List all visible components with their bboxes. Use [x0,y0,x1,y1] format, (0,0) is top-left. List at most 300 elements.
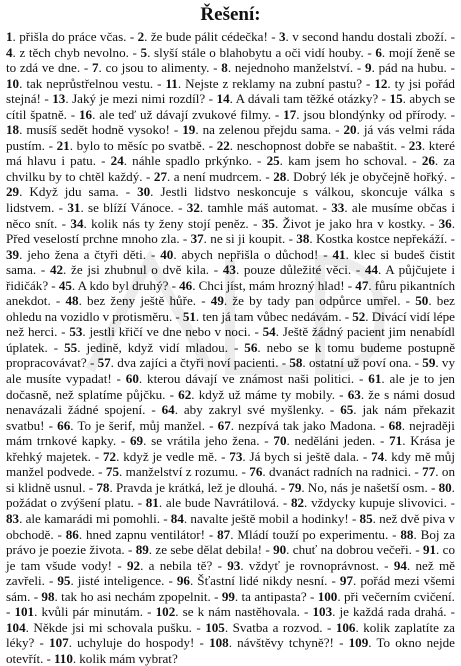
answer-text: on si klidně usnul. [6,464,455,495]
answer-text: jedině, když vidí mladou. [86,339,228,355]
answer-item: 103. je každá rada drahá. [312,604,447,620]
answer-number: 107 [49,635,69,651]
answer-number: 79 [288,479,302,495]
answer-text: musíš sedět hodně vysoko! [26,122,170,138]
page-title: Řešení: [200,4,261,25]
answer-number: 8 [221,60,228,76]
answer-item: 37. ne si ji koupit. [190,231,286,247]
answer-item: 110. kolik mám vybrat? [53,650,178,666]
answer-text: jestli křičí ve dne nebo v noci. [89,324,251,340]
answer-text: Kostka kostce nepřekáží. [315,231,448,247]
answer-number: 64 [161,402,175,418]
answer-item: 107. uchyluje do hospody! [49,635,195,651]
answer-item: 38. Kostka kostce nepřekáží. [296,231,448,247]
answer-item: 13. Jaký je mezi nimi rozdíl? [52,91,206,107]
answer-item: 73. Já bych si ještě dala. [229,448,360,464]
answer-number: 12 [374,75,388,91]
answer-text: Jaký je mezi nimi rozdíl? [72,91,206,107]
answer-item: 23. které má hlavu i patu. [6,137,455,169]
answer-number: 94 [393,557,407,573]
answer-text: Já bych si ještě dala. [249,448,360,464]
answer-item: 64. aby zakryl své myšlenky. [161,402,325,418]
answer-text: vždycky kupuje slivovici. [311,495,447,511]
answer-item: 90. chuť na dobrou večeři. [273,542,412,558]
answer-item: 82. vždycky kupuje slivovici. [290,495,447,511]
answer-item: 70. neděláni jeden. [273,433,376,449]
answer-text: vy ale musíte vypadat! [6,355,455,387]
answer-number: 110 [53,650,73,666]
answer-item: 94. než mě zavřeli. [6,557,455,589]
answer-number: 68 [388,417,402,433]
answer-number: 25 [266,153,280,169]
answer-text: jak nám překazit svatbu! [6,402,455,433]
answer-item: 91. co je tam všude vody! [6,542,456,573]
answer-text: co jsou to alimenty. [105,60,210,76]
answer-text: návštěvy tchyně?! [237,635,334,651]
answer-text: A půjčujete i řidičák? [6,262,456,293]
answer-number: 43 [222,262,236,278]
answer-text: kolik zaplatíte za léky? [6,619,455,651]
answer-text: jeho žena a čtyři děti. [27,246,147,262]
answer-item: 96. Šťastní lidé nikdy nesní. [176,573,328,589]
answer-text: ze sebe dělat debila! [155,542,263,558]
answer-number: 80 [438,479,452,495]
answer-item: 28. Dobrý lék je obyčejně hořký. [273,168,448,184]
answer-text: nejraději mám trnkové kapky. [6,417,455,449]
answer-text: navalte ještě mobil a hodinky! [190,510,349,526]
answer-number: 42 [49,262,64,278]
answer-item: 58. ostatní už poví ona. [289,355,412,371]
answer-text: když už máme ty mobily. [198,386,335,402]
answer-item: 72. když je vedle mě. [102,448,218,464]
answer-text: já vás velmi ráda pustím. [6,122,455,153]
answer-item: 102. se k nám nastěhovala. [155,604,300,620]
answer-item: 77. on si klidně usnul. [6,464,455,495]
answer-item: 95. jisté inteligence. [57,573,165,589]
answer-item: 53. jestli křičí ve dne nebo v noci. [69,324,251,340]
answer-item: 63. že s námi dosud nenavázali žádné spojení. [6,386,456,418]
answer-item: 59. vy ale musíte vypadat! [6,355,455,387]
answer-number: 83 [6,510,20,526]
answer-text: To je šerif, můj manžel. [77,417,206,433]
answer-number: 84 [170,510,184,526]
answer-number: 19 [182,122,196,138]
answer-number: 15 [389,91,403,107]
answer-text: ale teď už dávají zvukové filmy. [99,106,272,122]
answer-text: než mě zavřeli. [6,557,455,589]
answer-item: 109. To okno nejde otevřít. [6,635,455,666]
answer-item: 79. No, nás je našetší osm. [288,479,428,495]
answer-number: 86 [65,526,79,542]
answer-text: tak neprůstřelnou vestu. [26,75,154,91]
answer-number: 103 [312,604,333,620]
answer-item: 78. Pravda je krátká, lež je dlouhá. [96,479,278,495]
answer-item: 35. Život je jako hra v kostky. [261,215,426,231]
answer-item: 101. kvůli pár minutám. [14,604,144,620]
answer-number: 49 [210,293,224,309]
answer-number: 31 [67,200,81,216]
answer-number: 106 [335,619,356,635]
answer-text: neděláni jeden. [294,433,376,449]
answer-number: 85 [359,510,373,526]
answer-item: 68. nejraději mám trnkové kapky. [6,417,455,449]
answer-number: 76 [249,464,263,480]
answer-number: 11 [165,75,178,91]
answer-number: 81 [145,495,159,511]
answer-item: 97. pořád mezi všemi sám. [6,573,455,604]
answer-number: 40 [160,246,174,262]
answer-number: 78 [96,479,110,495]
answer-text: jsou blondýnky od přírody. [303,106,447,122]
answer-text: nezpívá tak jako Madona. [238,417,377,433]
answer-number: 39 [6,246,20,262]
answer-text: že s námi dosud nenavázali žádné spojení. [6,386,456,418]
answer-number: 105 [205,619,225,635]
answer-item: 81. ale bude Navrátilová. [145,495,280,511]
answer-text: ty jsi pořád stejná! [6,75,455,107]
answer-item: 86. hned zapnu ventilátor! [65,526,205,542]
answer-item: 69. se vrátila jeho žena. [129,433,260,449]
answer-text: tamhle máš automat. [207,200,319,216]
answer-item: 56. nebo se k tomu budeme postupně propracovávat? [6,339,456,371]
answer-number: 48 [65,293,79,309]
answer-item: 5. slyší stále o blahobytu a oči vidí houby. [140,44,364,60]
answer-item: 50. bez ohledu na vozidlo v protisměru. [6,293,455,324]
answer-text: Divácí vidí lépe než herci. [6,308,455,340]
answer-item: 39. jeho žena a čtyři děti. [6,246,147,262]
answer-number: 26 [421,153,435,169]
answer-text: pád na hubu. [378,60,447,76]
answer-number: 59 [422,355,436,371]
answer-text: A dávali tam těžké otázky? [235,91,379,107]
answer-item: 55. jedině, když vidí mladou. [64,339,228,355]
answer-number: 13 [52,91,66,107]
answer-item: 105. Svatba a rozvod. [205,619,323,635]
answer-item: 8. nejednoho manželství. [221,60,354,76]
answer-number: 108 [209,635,229,651]
answer-item: 57. dva zajíci a čtyři noví pacienti. [97,355,279,371]
answer-item: 15. abych se cítil špatně. [6,91,456,122]
answer-item: 2. že bude pálit cédečka! [137,29,268,44]
answer-item: 4. z těch chyb nevolno. [6,44,129,60]
answer-text: Dobrý lék je obyčejně hořký. [293,168,448,184]
answer-text: kvůli pár minutám. [41,604,144,620]
answer-text: tak ho asi nechám zpopelnit. [61,588,211,604]
answer-number: 33 [331,200,345,216]
answer-text: kdy mě můj manžel podvede. [6,448,455,480]
answer-text: se vrátila jeho žena. [151,433,260,449]
answer-item: 51. ten já tam vůbec nedávám. [182,308,342,324]
answer-item: 49. že by tady pan odpůrce umřel. [210,293,401,309]
answer-number: 23 [408,137,422,153]
answer-text: Ještě žádný pacient jim nenabídl úplatek. [6,324,455,355]
answer-item: 43. pouze důležité věci. [222,262,352,278]
answer-text: klec si budeš čistit sama. [6,246,455,278]
answer-item: 61. ale je to jen dočasně, než splatíme půjčku. [6,371,455,402]
answer-text: když je vedle mě. [123,448,218,464]
answer-number: 41 [332,246,346,262]
answer-text: Před veselostí prchne mnoho zla. [6,231,180,247]
answer-item: 84. navalte ještě mobil a hodinky! [170,510,349,526]
answer-text: než dvě piva v obchodě. [6,510,455,542]
answer-text: při večerním cvičení. [343,588,455,604]
answer-number: 56 [244,339,258,355]
answer-number: 16 [78,106,93,122]
answer-item: 45. A kdo byl druhý? [58,277,169,293]
answer-number: 102 [155,604,176,620]
answer-text: kam jsem ho schoval. [288,153,408,169]
answer-item: 20. já vás velmi ráda pustím. [6,122,455,153]
answer-item: 54. Ještě žádný pacient jim nenabídl úplatek. [6,324,455,355]
answer-number: 50 [415,293,429,309]
answer-item: 7. co jsou to alimenty. [92,60,210,76]
answer-number: 29 [6,184,20,200]
answer-number: 99 [221,588,235,604]
answer-item: 6. mojí ženě se to zdá ve dne. [6,44,456,76]
answer-text: To okno nejde otevřít. [6,635,455,666]
answer-item: 47. fůru pikantních anekdot. [6,277,456,309]
answer-number: 1 [6,29,13,44]
answer-text: kolik mám vybrat? [79,650,178,666]
answer-number: 88 [400,526,414,542]
answer-number: 14 [216,91,230,107]
answer-number: 91 [422,542,437,558]
answer-item: 62. když už máme ty mobily. [178,386,335,402]
answer-number: 73 [229,448,243,464]
answer-text: Nejste z reklamy na zubní pastu? [185,75,363,91]
answer-item: 36. Před veselostí prchne mnoho zla. [6,215,455,247]
answer-text: Šťastní lidé nikdy nesní. [197,573,328,589]
answer-item: 25. kam jsem ho schoval. [266,153,408,169]
answer-text: neschopnost dobře se nabaštit. [236,137,398,153]
answer-number: 70 [273,433,287,449]
answer-text: co je tam všude vody! [6,542,456,573]
answer-text: bez ženy ještě hůře. [87,293,197,309]
answer-text: ale musíme občas i něco snít. [6,200,455,231]
answer-text: Svatba a rozvod. [232,619,323,635]
answer-number: 55 [64,339,78,355]
answer-text: ta antipasta? [241,588,307,604]
answer-text: jisté inteligence. [77,573,165,589]
answer-item: 10. tak neprůstřelnou vestu. [6,75,154,91]
answer-item: 22. neschopnost dobře se nabaštit. [216,137,398,153]
answer-number: 96 [176,573,190,589]
answer-number: 66 [57,417,71,433]
answer-number: 75 [105,464,119,480]
answer-text: že jsi zhubnul o dvě kila. [71,262,210,278]
answer-item: 19. na zelenou přejdu sama. [182,122,332,138]
answer-text: abych nepřišla o důchod! [181,246,319,262]
answer-item: 75. manželství z rozumu. [105,464,239,480]
answer-text: abych se cítil špatně. [6,91,456,122]
answer-item: 21. bylo to měsíc po svatbě. [56,137,206,153]
answer-text: ten já tam vůbec nedávám. [202,308,342,324]
answer-item: 104. Někde jsi mi schovala pušku. [6,619,192,635]
answer-text: nejednoho manželství. [234,60,354,76]
answer-number: 22 [216,137,230,153]
answer-text: No, nás je našetší osm. [307,479,428,495]
answer-text: uchyluje do hospody! [77,635,195,651]
answer-text: ale bude Navrátilová. [165,495,280,511]
answer-number: 46 [179,277,193,293]
answer-text: ne si ji koupit. [210,231,286,247]
answer-item: 29. Když jdu sama. [6,184,119,200]
answer-number: 51 [182,308,196,324]
answer-text: Život je jako hra v kostky. [282,215,426,231]
answer-text: dva zajíci a čtyři noví pacienti. [117,355,279,371]
answer-number: 53 [69,324,83,340]
answer-item: 67. nezpívá tak jako Madona. [217,417,377,433]
answer-text: požádat o zvýšení platu. [6,495,134,511]
answer-item: 18. musíš sedět hodně vysoko! [6,122,170,138]
answer-number: 104 [6,619,26,635]
answer-number: 27 [153,168,168,184]
answer-number: 7 [92,60,99,76]
answer-number: 28 [273,168,287,184]
answer-text: Chci jíst, mám hrozný hlad! [198,277,345,293]
answer-item: 87. Mládí touží po experimentu. [217,526,389,542]
answer-text: že bude pálit cédečka! [150,29,268,44]
answer-text: fůru pikantních anekdot. [6,277,456,309]
answer-item: 88. Boj za právo je poezie života. [6,526,456,558]
answer-number: 54 [262,324,276,340]
answer-number: 90 [273,542,287,558]
answer-item: 83. ale kamarádi mi pomohli. [6,510,160,526]
answer-item: 106. kolik zaplatíte za léky? [6,619,455,651]
answer-item: 9. pád na hubu. [365,60,447,76]
answer-text: pouze důležité věci. [243,262,352,278]
answer-number: 82 [290,495,305,511]
answer-number: 2 [137,29,145,44]
answer-number: 52 [352,308,366,324]
answer-text: v second handu dostali zboží. [292,29,448,44]
answer-item: 30. Jestli lidstvo neskoncuje s válkou, skoncuje válka s lidstvem. [6,184,456,216]
answer-text: dvanáct radních na radnici. [269,464,412,480]
answer-number: 63 [347,386,361,402]
answer-item: 98. tak ho asi nechám zpopelnit. [41,588,211,604]
answer-item: 33. ale musíme občas i něco snít. [6,200,455,231]
answer-number: 89 [135,542,149,558]
answer-item: 44. A půjčujete i řidičák? [6,262,456,293]
answer-text: pořád mezi všemi sám. [6,573,455,604]
answer-text: A kdo byl druhý? [77,277,169,293]
answer-item: 34. kolik nás ty ženy stojí peněz. [70,215,249,231]
answer-number: 4 [6,44,13,60]
answer-item: 17. jsou blondýnky od přírody. [283,106,447,122]
answer-text: kolik nás ty ženy stojí peněz. [91,215,249,231]
answer-number: 45 [58,277,72,293]
answer-number: 69 [129,433,144,449]
answer-number: 87 [217,526,231,542]
answer-text: že by tady pan odpůrce umřel. [232,293,401,309]
answer-item: 100. při večerním cvičení. [317,588,455,604]
answer-text: Boj za právo je poezie života. [6,526,456,558]
answer-text: bylo to měsíc po svatbě. [76,137,206,153]
answer-number: 61 [368,371,382,387]
answer-item: 76. dvanáct radních na radnici. [249,464,412,480]
answer-item: 92. a nebila tě? [126,557,213,573]
answer-text: z těch chyb nevolno. [19,44,129,60]
answer-number: 18 [6,122,20,138]
answer-text: a není mudrcem. [173,168,262,184]
answer-text: nebo se k tomu budeme postupně propracovávat? [6,339,456,371]
answer-item: 27. a není mudrcem. [153,168,262,184]
answer-item: 3. v second handu dostali zboží. [278,29,448,44]
answer-text: je každá rada drahá. [339,604,447,620]
answer-item: 108. návštěvy tchyně?! [209,635,334,651]
answer-text: kterou dávají ve známost naši politici. [147,371,355,387]
answer-item: 31. se blíží Vánoce. [67,200,174,216]
answer-number: 36 [438,215,452,231]
answer-number: 24 [110,153,124,169]
answer-item: 93. vždyť je rovnoprávnost. [227,557,379,573]
answers-paragraph: 1. přišla do práce včas. - 2. že bude pálit cédečka! - 3. v second handu dostali zboží. - 4. z těch chyb nevolno. - 5. slyší stále o blahobytu a oči vidí houby. - 6. mojí ženě se to zdá ve dne. - 7. co jsou to alimenty. - 8. nejednoho manželství. - 9. pád na hubu. - 10. tak neprůstřelnou vestu. - 11. Nejste z reklamy na zubní pastu? - 12. ty jsi pořád stejná! - 13. Jaký je mezi nimi rozdíl? - 14. A dávali tam těžké otázky? - 15. abych se cítil špatně. - 16. ale teď už dávají zvukové filmy. - 17. jsou blondýnky od přírody. - 18. musíš sedět hodně vysoko! - 19. na zelenou přejdu sama. - 20. já vás velmi ráda pustím. - 21. bylo to měsíc po svatbě. - 22. neschopnost dobře se nabaštit. - 23. které má hlavu i patu. - 24. náhle spadlo prkýnko. - 25. kam jsem ho schoval. - 26. za chvilku by to chtěl každý. - 27. a není mudrcem. - 28. Dobrý lék je obyčejně hořký. - 29. Když jdu sama. - 30. Jestli lidstvo neskoncuje s válkou, skoncuje válka s lidstvem. - 31. se blíží Vánoce. - 32. tamhle máš automat. - 33. ale musíme občas i něco snít. - 34. kolik nás ty ženy stojí peněz. - 35. Život je jako hra v kostky. - 36. Před veselostí prchne mnoho zla. - 37. ne si ji koupit. - 38. Kostka kostce nepřekáží. - 39. jeho žena a čtyři děti. - 40. abych nepřišla o důchod! - 41. klec si budeš čistit sama. - 42. že jsi zhubnul o dvě kila. - 43. pouze důležité věci. - 44. A půjčujete i řidičák? - 45. A kdo byl druhý? - 46. Chci jíst, mám hrozný hlad! - 47. fůru pikantních anekdot. - 48. bez ženy ještě hůře. - 49. že by tady pan odpůrce umřel. - 50. bez ohledu na vozidlo v protisměru. - 51. ten já tam vůbec nedávám. - 52. Divácí vidí lépe než herci. - 53. jestli křičí ve dne nebo v noci. - 54. Ještě žádný pacient jim nenabídl úplatek. - 55. jedině, když vidí mladou. - 56. nebo se k tomu budeme postupně propracovávat? - 57. dva zajíci a čtyři noví pacienti. - 58. ostatní už poví ona. - 59. vy ale musíte vypadat! - 60. kterou dávají ve známost naši politici. - 61. ale je to jen dočasně, než splatíme půjčku. - 62. když už máme ty mobily. - 63. že s námi dosud nenavázali žádné spojení. - 64. aby zakryl své myšlenky. - 65. jak nám překazit svatbu! - 66. To je šerif, můj manžel. - 67. nezpívá tak jako Madona. - 68. nejraději mám trnkové kapky. - 69. se vrátila jeho žena. - 70. neděláni jeden. - 71. Krása je křehký majetek. - 72. když je vedle mě. - 73. Já bych si ještě dala. - 74. kdy mě můj manžel podvede. - 75. manželství z rozumu. - 76. dvanáct radních na radnici. - 77. on si klidně usnul. - 78. Pravda je krátká, lež je dlouhá. - 79. No, nás je našetší osm. - 80. požádat o zvýšení platu. - 81. ale bude Navrátilová. - 82. vždycky kupuje slivovici. - 83. ale kamarádi mi pomohli. - 84. navalte ještě mobil a hodinky! - 85. než dvě piva v obchodě. - 86. hned zapnu ventilátor! - 87. Mládí touží po experimentu. - 88. Boj za právo je poezie života. - 89. ze sebe dělat debila! - 90. chuť na dobrou večeři. - 91. co je tam všude vody! - 92. a nebila tě? - 93. vždyť je rovnoprávnost. - 94. než mě zavřeli. - 95. jisté inteligence. - 96. Šťastní lidé nikdy nesní. - 97. pořád mezi všemi sám. - 98. tak ho asi nechám zpopelnit. - 99. ta antipasta? - 100. při večerním cvičení. - 101. kvůli pár minutám. - 102. se k nám nastěhovala. - 103. je každá rada drahá. - 104. Někde jsi mi schovala pušku. - 105. Svatba a rozvod. - 106. kolik zaplatíte za léky? - 107. uchyluje do hospody! - 108. návštěvy tchyně?! - 109. To okno nejde otevřít. - 110. kolik mám vybrat? [6,29,456,666]
answer-text: Jestli lidstvo neskoncuje s válkou, skoncuje válka s lidstvem. [6,184,456,216]
answer-number: 9 [365,60,372,76]
answer-number: 21 [56,137,70,153]
answer-item: 32. tamhle máš automat. [186,200,319,216]
answer-text: ostatní už poví ona. [308,355,412,371]
answer-text: manželství z rozumu. [125,464,239,480]
answer-number: 67 [217,417,231,433]
answer-item: 41. klec si budeš čistit sama. [6,246,455,278]
answer-text: slyší stále o blahobytu a oči vidí houby. [154,44,364,60]
answer-number: 100 [317,588,338,604]
answer-number: 97 [339,573,353,589]
answer-item: 85. než dvě piva v obchodě. [6,510,455,542]
answer-item: 1. přišla do práce včas. [6,29,127,44]
answer-number: 95 [57,573,71,589]
answer-text: Když jdu sama. [29,184,119,200]
answer-text: mojí ženě se to zdá ve dne. [6,44,456,76]
answer-number: 35 [261,215,275,231]
answer-text: bez ohledu na vozidlo v protisměru. [6,293,455,324]
answer-text: Někde jsi mi schovala pušku. [33,619,192,635]
answer-number: 5 [140,44,148,60]
answer-text: které má hlavu i patu. [6,137,455,169]
answer-item: 42. že jsi zhubnul o dvě kila. [49,262,210,278]
answer-item: 26. za chvilku by to chtěl každý. [6,153,455,184]
answer-item: 65. jak nám překazit svatbu! [6,402,455,433]
answer-number: 20 [343,122,357,138]
answer-number: 44 [364,262,378,278]
answer-number: 77 [422,464,436,480]
answer-item: 60. kterou dávají ve známost naši politici. [125,371,355,387]
answer-text: se k nám nastěhovala. [182,604,300,620]
answer-number: 10 [6,75,20,91]
answer-item: 16. ale teď už dávají zvukové filmy. [78,106,272,122]
answer-text: přišla do práce včas. [19,29,127,44]
answer-item: 11. Nejste z reklamy na zubní pastu? [165,75,363,91]
answer-item: 66. To je šerif, můj manžel. [57,417,206,433]
answer-item: 24. náhle spadlo prkýnko. [110,153,252,169]
answer-item: 48. bez ženy ještě hůře. [65,293,197,309]
answer-number: 65 [340,402,354,418]
answer-number: 32 [186,200,200,216]
answer-number: 30 [137,184,151,200]
answer-text: náhle spadlo prkýnko. [132,153,252,169]
answer-text: chuť na dobrou večeři. [292,542,412,558]
answer-number: 71 [389,433,403,449]
answer-number: 37 [190,231,204,247]
answer-number: 3 [278,29,286,44]
answer-text: se blíží Vánoce. [88,200,174,216]
answer-item: 14. A dávali tam těžké otázky? [216,91,379,107]
answer-number: 60 [125,371,139,387]
answer-number: 57 [97,355,111,371]
answer-number: 92 [126,557,141,573]
answer-text: ale je to jen dočasně, než splatíme půjčku. [6,371,455,402]
